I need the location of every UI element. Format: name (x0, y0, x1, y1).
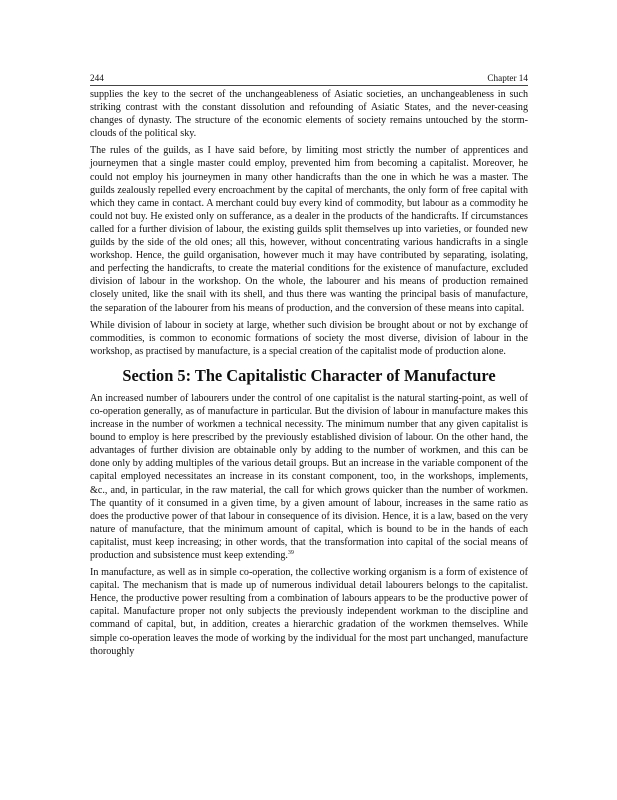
paragraph: The rules of the guilds, as I have said before, by limiting most strictly the number of apprentices and journeymen that a single master could employ, prevented him from becoming a capitalist. Moreover, he could not employ his journeymen in many other handicrafts than the one in which he was a master. The guilds zealously repelled every encroachment by the capital of merchants, the only form of free capital with which they came in contact. A merchant could buy every kind of commodity, but labour as a commodity he could not buy. He existed only on sufferance, as a dealer in the products of the handicrafts. If circumstances called for a further division of labour, the existing guilds split themselves up into varieties, or founded new guilds by the side of the old ones; all this, however, without concentrating various handicrafts in a single workshop. Hence, the guild organisation, however much it may have contributed by separating, isolating, and perfecting the handicrafts, to create the material conditions for the existence of manufacture, excluded division of labour in the workshop. On the whole, the labourer and his means of production remained closely united, like the snail with its shell, and thus there was wanting the principal basis of manufacture, the separation of the labourer from his means of production, and the conversion of these means into capital. (90, 145, 528, 314)
running-header (90, 73, 528, 86)
paragraph (90, 392, 528, 562)
paragraph: In manufacture, as well as in simple co-operation, the collective working organism is a form of existence of capital. The mechanism that is made up of numerous individual detail labourers belongs to the capitalist. Hence, the productive power resulting from a combination of labours appears to be the productive power of capital. Manufacture proper not only subjects the previously independent workman to the discipline and command of capital, but, in addition, creates a hierarchic gradation of the workmen themselves. While simple co-operation leaves the mode of working by the individual for the most part unchanged, manufacture thoroughly (90, 567, 528, 657)
paragraph: supplies the key to the secret of the unchangeableness of Asiatic societies, an unchangeableness in such striking contrast with the constant dissolution and refounding of Asiatic States, and the never-ceasing changes of dynasty. The structure of the economic elements of society remains untouched by the storm-clouds of the political sky. (90, 89, 528, 140)
paragraph-text: An increased number of labourers under the control of one capitalist is the natural starting-point, as well of co-operation generally, as of manufacture in particular. But the division of labour in manufacture makes this increase in the number of workmen a technical necessity. The minimum number that any given capitalist is bound to employ is here prescribed by the previously established division of labour. On the other hand, the advantages of further division are obtainable only by adding to the number of workmen, and this can be done only by adding multiples of the various detail groups. But an increase in the variable component of the capital employed necessitates an increase in its constant component, too, in the workshops, implements, &c., and, in particular, in the raw material, the call for which grows quicker than the number of workmen. The quantity of it consumed in a given time, by a given amount of labour, increases in the same ratio as does the productive power of that labour in consequence of its division. Hence, it is a law, based on the very nature of manufacture, that the minimum amount of capital, which is bound to be in the hands of each capitalist, must keep increasing; in other words, that the transformation into capital of the social means of production and subsistence must keep extending. (90, 392, 528, 561)
page-number: 244 (90, 73, 104, 83)
chapter-label: Chapter 14 (487, 73, 528, 83)
paragraph: While division of labour in society at large, whether such division be brought about or not by exchange of commodities, is common to economic formations of society the most diverse, division of labour in the workshop, as practised by manufacture, is a special creation of the capitalist mode of production alone. (90, 319, 528, 357)
book-page (90, 73, 528, 662)
footnote-reference: 39 (287, 550, 294, 556)
section-heading: Section 5: The Capitalistic Character of Manufacture (122, 365, 496, 385)
